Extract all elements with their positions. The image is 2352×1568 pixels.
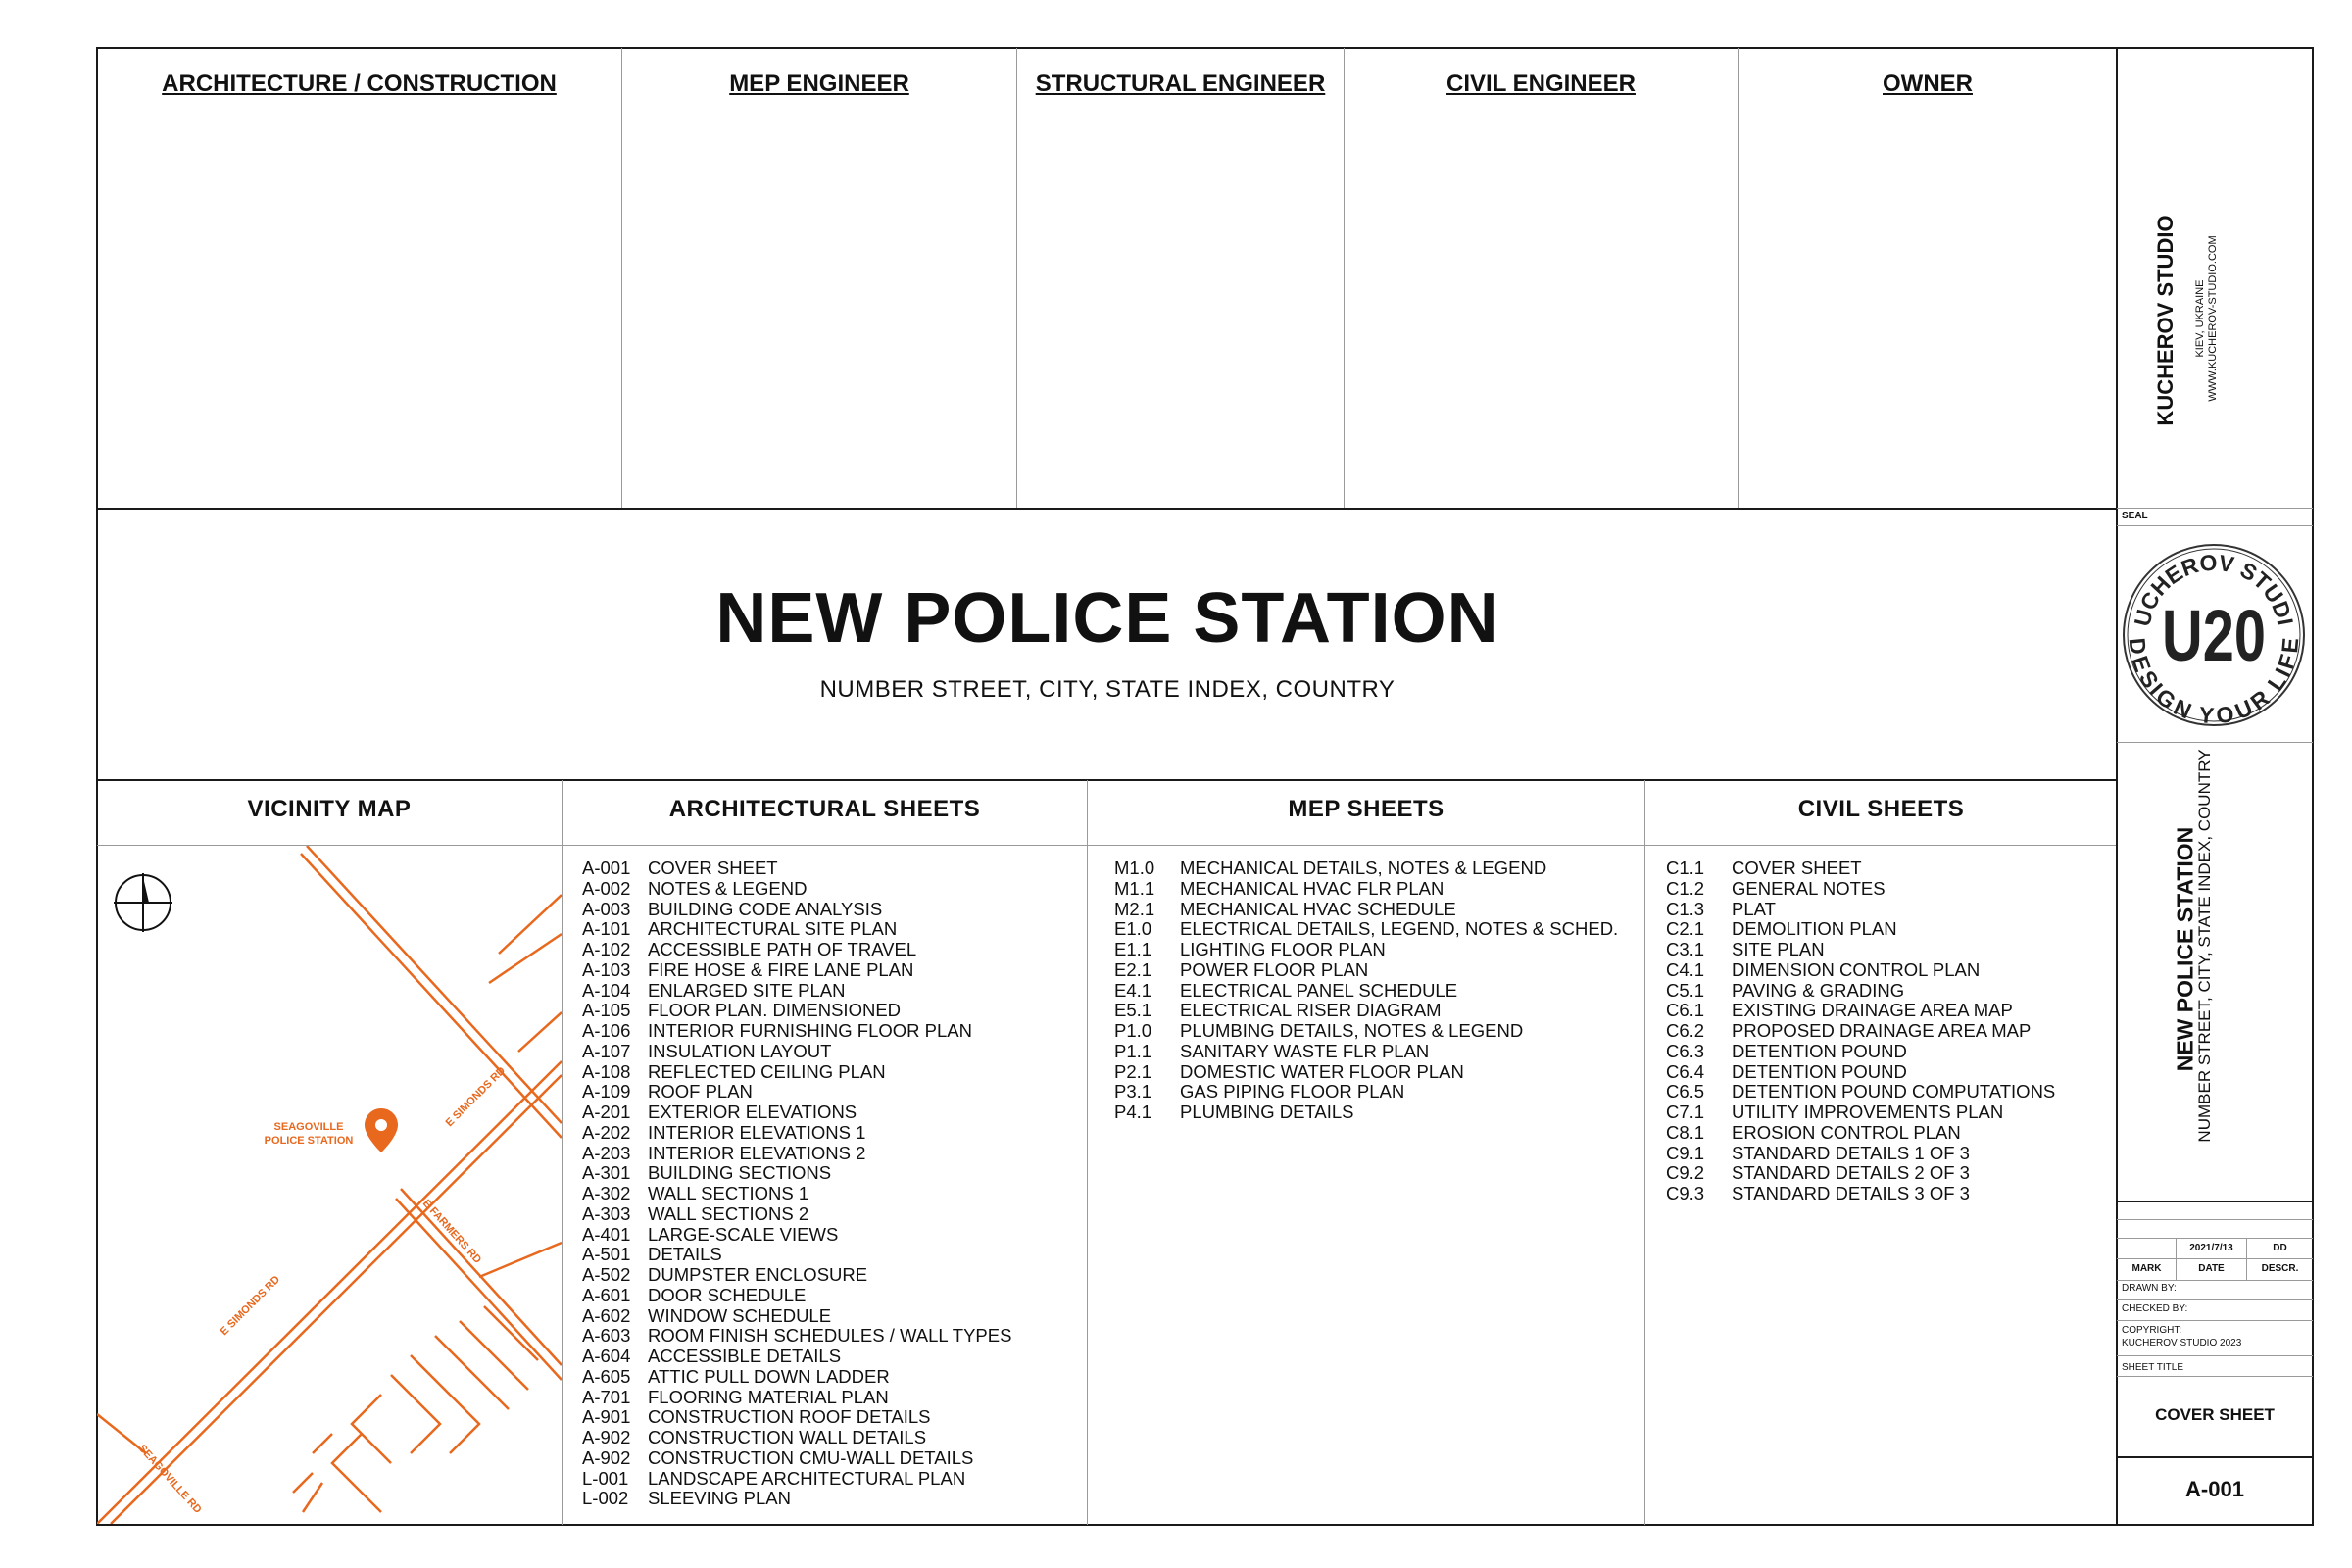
sheet-code: A-103 [582, 958, 631, 980]
sheet-title-text: WALL SECTIONS 2 [648, 1202, 809, 1224]
sheet-code: A-003 [582, 898, 631, 919]
sheet-list-item [1666, 1082, 2055, 1102]
architectural-sheets-heading: ARCHITECTURAL SHEETS [668, 796, 981, 822]
vicinity-map-graphic [97, 846, 562, 1524]
sheet-list-item [1666, 1042, 2055, 1062]
seal-top-text: UCHEROV STUDI [2129, 549, 2299, 629]
sheet-code: C6.4 [1666, 1060, 1705, 1082]
sheet-code: P4.1 [1114, 1102, 1152, 1122]
sheet-list-item [582, 1163, 1011, 1184]
sheet-code: L-001 [582, 1467, 629, 1489]
sheet-code: C9.3 [1666, 1183, 1705, 1203]
consultant-architecture: ARCHITECTURE / CONSTRUCTION [162, 71, 557, 97]
sheet-code: A-303 [582, 1202, 631, 1224]
sheet-title-text: PAVING & GRADING [1732, 979, 1905, 1001]
sheet-list-item [1666, 1001, 2055, 1021]
sheet-list-item [582, 1184, 1011, 1204]
civil-sheet-list [1666, 858, 2055, 1204]
sheet-title-text: SLEEVING PLAN [648, 1488, 792, 1509]
street-label: E FARMERS RD [419, 1197, 484, 1266]
sheet-code: P1.0 [1114, 1020, 1152, 1041]
sheet-list-item [582, 1448, 1011, 1469]
sheet-title-text: LANDSCAPE ARCHITECTURAL PLAN [648, 1467, 966, 1489]
sheet-title-text: LIGHTING FLOOR PLAN [1180, 939, 1386, 959]
consultants-divider [96, 508, 2117, 510]
sheet-list-item [1114, 1001, 1618, 1021]
sheet-title-label: SHEET TITLE [2122, 1362, 2183, 1373]
sheet-list-item [1666, 960, 2055, 981]
sheet-title-text: ROOF PLAN [648, 1081, 753, 1102]
sheet-list-item [1114, 919, 1618, 940]
sheet-code: E5.1 [1114, 1000, 1152, 1021]
sheet-code: A-605 [582, 1365, 631, 1387]
sheet-code: C3.1 [1666, 939, 1705, 959]
sheet-code: A-102 [582, 939, 631, 959]
sheet-list-item [1666, 1144, 2055, 1164]
sheet-title-text: EROSION CONTROL PLAN [1732, 1121, 1961, 1143]
sheet-code: A-109 [582, 1081, 631, 1102]
sheet-title-text: ELECTRICAL DETAILS, LEGEND, NOTES & SCHED. [1180, 918, 1619, 940]
seal-bottom-text: DESIGN YOUR LIFE [2124, 636, 2304, 729]
sheet-list-item [582, 1021, 1011, 1042]
sheet-list-item [1666, 919, 2055, 940]
sheet-title-text: DOOR SCHEDULE [648, 1284, 807, 1305]
sheet-title-text: ELECTRICAL RISER DIAGRAM [1180, 1000, 1442, 1021]
sheet-title-text: EXTERIOR ELEVATIONS [648, 1102, 858, 1122]
tb-rule [2117, 1355, 2313, 1356]
vicinity-map [97, 846, 562, 1524]
sheet-title: COVER SHEET [2155, 1405, 2275, 1424]
sheet-code: A-901 [582, 1406, 631, 1428]
checked-by: CHECKED BY: [2122, 1303, 2188, 1314]
section-divider [1644, 780, 1645, 1525]
sheet-code: C1.2 [1666, 877, 1705, 899]
sheet-title-text: CONSTRUCTION CMU-WALL DETAILS [648, 1446, 974, 1468]
street-label: E SIMONDS RD [443, 1064, 509, 1130]
tb-rule [2117, 1219, 2313, 1220]
sheet-list-item [1114, 981, 1618, 1002]
sheet-title-text: EXISTING DRAINAGE AREA MAP [1732, 1000, 2013, 1021]
sheet-title-text: SITE PLAN [1732, 939, 1825, 959]
consultant-mep: MEP ENGINEER [729, 71, 909, 97]
consultant-divider [1016, 48, 1017, 508]
sheet-code: A-201 [582, 1102, 631, 1122]
consultant-divider [1738, 48, 1739, 508]
street-labels [136, 1065, 508, 1516]
sheet-list-item [582, 1123, 1011, 1144]
sheet-list-item [582, 900, 1011, 920]
rev-date: 2021/7/13 [2189, 1243, 2233, 1253]
tb-rule [2117, 1200, 2313, 1202]
firm-city: KIEV, UKRAINE [2194, 279, 2206, 358]
sheet-code: C6.5 [1666, 1081, 1705, 1102]
sheet-code: M2.1 [1114, 898, 1155, 919]
sheet-code: P3.1 [1114, 1081, 1152, 1102]
marker-label-line1: SEAGOVILLE [273, 1121, 344, 1133]
sheet-title-text: DETAILS [648, 1244, 722, 1265]
tb-rule [2117, 1238, 2313, 1239]
sheet-title-text: ACCESSIBLE DETAILS [648, 1346, 842, 1366]
consultant-owner: OWNER [1883, 71, 1973, 97]
sheet-code: A-203 [582, 1142, 631, 1163]
sheet-code: A-301 [582, 1162, 631, 1184]
sheet-title-text: PLUMBING DETAILS, NOTES & LEGEND [1180, 1020, 1524, 1041]
mep-sheets-heading: MEP SHEETS [1288, 796, 1445, 822]
firm-web: WWW.KUCHEROV-STUDIO.COM [2207, 235, 2219, 402]
sheet-list-item [1114, 1102, 1618, 1123]
north-arrow-icon [114, 873, 172, 932]
project-address: NUMBER STREET, CITY, STATE INDEX, COUNTRY [819, 676, 1396, 703]
sheet-list-item [1666, 1102, 2055, 1123]
tb-rule [2117, 1299, 2313, 1300]
sheet-code: C7.1 [1666, 1102, 1705, 1122]
sheet-list-item [582, 1265, 1011, 1286]
sheet-title-text: DOMESTIC WATER FLOOR PLAN [1180, 1060, 1464, 1082]
sheet-code: P2.1 [1114, 1060, 1152, 1082]
rev-header-date: DATE [2198, 1263, 2225, 1274]
sheet-list-item [582, 940, 1011, 960]
sheet-list-item [1666, 900, 2055, 920]
sheet-list-item [582, 1388, 1011, 1408]
sheet-list-item [1666, 981, 2055, 1002]
tb-divider [2117, 742, 2313, 743]
section-divider [1087, 780, 1088, 1525]
tb-divider [2117, 508, 2313, 509]
sheet-title-text: NOTES & LEGEND [648, 877, 808, 899]
sheet-title-text: STANDARD DETAILS 1 OF 3 [1732, 1142, 1970, 1163]
sheet-code: A-701 [582, 1386, 631, 1407]
sheet-list-item [1114, 1082, 1618, 1102]
sheet-title-text: LARGE-SCALE VIEWS [648, 1223, 839, 1245]
rev-header-mark: MARK [2132, 1263, 2162, 1274]
tb-rule [2117, 1456, 2313, 1458]
sheet-code: C8.1 [1666, 1121, 1705, 1143]
sheet-list-item [582, 981, 1011, 1002]
roads [97, 846, 562, 1524]
consultant-structural: STRUCTURAL ENGINEER [1035, 71, 1326, 97]
street-label: E SIMONDS RD [218, 1273, 283, 1339]
sheet-title-text: PLUMBING DETAILS [1180, 1102, 1354, 1122]
copyright-label: COPYRIGHT: [2122, 1325, 2182, 1336]
location-pin-icon [365, 1108, 398, 1152]
sheet-code: A-002 [582, 877, 631, 899]
sheet-code: A-105 [582, 1000, 631, 1021]
sheet-code: M1.0 [1114, 858, 1155, 878]
sheet-title-text: INSULATION LAYOUT [648, 1040, 832, 1061]
marker-label-line2: POLICE STATION [264, 1135, 354, 1147]
seal-center: U20 [2162, 596, 2266, 677]
sheet-title-text: DEMOLITION PLAN [1732, 918, 1897, 940]
architectural-sheet-list [582, 858, 1011, 1509]
sheet-title-text: COVER SHEET [1732, 858, 1862, 878]
sheet-list-item [582, 1489, 1011, 1509]
sheet-code: E4.1 [1114, 979, 1152, 1001]
copyright-value: KUCHEROV STUDIO 2023 [2122, 1338, 2242, 1348]
sheet-number: A-001 [2185, 1477, 2244, 1501]
sheet-code: A-501 [582, 1244, 631, 1265]
tb-project-address: NUMBER STREET, CITY, STATE INDEX, COUNTRY [2195, 749, 2214, 1143]
sheet-list-item [582, 1225, 1011, 1246]
project-title: NEW POLICE STATION [715, 579, 1499, 658]
sheet-title-text: ENLARGED SITE PLAN [648, 979, 846, 1001]
sheet-title-text: CONSTRUCTION WALL DETAILS [648, 1427, 927, 1447]
sheet-list-item [582, 1407, 1011, 1428]
sheet-code: A-106 [582, 1020, 631, 1041]
sheet-title-text: BUILDING SECTIONS [648, 1162, 832, 1184]
sheet-title-text: DETENTION POUND [1732, 1040, 1907, 1061]
sheet-title-text: ELECTRICAL PANEL SCHEDULE [1180, 979, 1458, 1001]
sheet-code: E1.0 [1114, 918, 1152, 940]
sheet-code: A-302 [582, 1183, 631, 1203]
sheet-code: C5.1 [1666, 979, 1705, 1001]
sheet-list-item [582, 1428, 1011, 1448]
sheet-code: C6.3 [1666, 1040, 1705, 1061]
sheet-list-item [1114, 960, 1618, 981]
sheet-list-item [582, 1306, 1011, 1327]
sheet-list-item [582, 960, 1011, 981]
sheet-list-item [582, 1245, 1011, 1265]
sheet-list-item [1666, 858, 2055, 879]
sheet-title-text: ACCESSIBLE PATH OF TRAVEL [648, 939, 917, 959]
sheet-list-item [1114, 858, 1618, 879]
sheet-title-text: INTERIOR ELEVATIONS 1 [648, 1121, 866, 1143]
sheet-code: C9.2 [1666, 1162, 1705, 1184]
sheet-list-item [582, 1144, 1011, 1164]
project-divider [96, 779, 2117, 781]
consultant-divider [621, 48, 622, 508]
sheet-list-item [1666, 879, 2055, 900]
tb-rule [2117, 1376, 2313, 1377]
sheet-title-text: SANITARY WASTE FLR PLAN [1180, 1040, 1430, 1061]
sheet-code: C6.1 [1666, 1000, 1705, 1021]
sheet-title-text: WINDOW SCHEDULE [648, 1304, 832, 1326]
sheet-code: A-001 [582, 858, 631, 878]
sheet-title-text: ATTIC PULL DOWN LADDER [648, 1365, 890, 1387]
sheet-list-item [582, 1204, 1011, 1225]
sheet-list-item [1114, 1021, 1618, 1042]
sheet-code: A-603 [582, 1325, 631, 1347]
sheet-code: A-104 [582, 979, 631, 1001]
rev-descr: DD [2273, 1243, 2287, 1253]
sheet-list-item [582, 1367, 1011, 1388]
sheet-title-text: MECHANICAL DETAILS, NOTES & LEGEND [1180, 858, 1547, 878]
sheet-title-text: DIMENSION CONTROL PLAN [1732, 958, 1981, 980]
sheet-title-text: INTERIOR FURNISHING FLOOR PLAN [648, 1020, 972, 1041]
sheet-code: C2.1 [1666, 918, 1705, 940]
sheet-list-item [582, 1326, 1011, 1347]
sheet-title-text: FIRE HOSE & FIRE LANE PLAN [648, 958, 914, 980]
sheet-title-text: GAS PIPING FLOOR PLAN [1180, 1081, 1405, 1102]
section-divider [562, 780, 563, 1525]
sheet-code: A-602 [582, 1304, 631, 1326]
sheet-code: C4.1 [1666, 958, 1705, 980]
drawn-by: DRAWN BY: [2122, 1283, 2177, 1294]
sheet-list-item [1114, 1062, 1618, 1083]
rev-header-descr: DESCR. [2261, 1263, 2299, 1274]
sheet-code: A-202 [582, 1121, 631, 1143]
sheet-title-text: ROOM FINISH SCHEDULES / WALL TYPES [648, 1325, 1012, 1347]
firm-name: KUCHEROV STUDIO [2153, 215, 2178, 426]
sheet-code: A-604 [582, 1346, 631, 1366]
sheet-list-item [1666, 940, 2055, 960]
sheet-code: A-401 [582, 1223, 631, 1245]
sheet-code: P1.1 [1114, 1040, 1152, 1061]
sheet-title-text: STANDARD DETAILS 3 OF 3 [1732, 1183, 1970, 1203]
sheet-title-text: ARCHITECTURAL SITE PLAN [648, 918, 898, 940]
sheet-list-item [582, 1286, 1011, 1306]
sheet-code: A-601 [582, 1284, 631, 1305]
sheet-code: A-902 [582, 1446, 631, 1468]
sheet-list-item [1666, 1123, 2055, 1144]
sheet-list-item [1114, 879, 1618, 900]
sheet-list-item [1114, 940, 1618, 960]
sheet-code: C6.2 [1666, 1020, 1705, 1041]
sheet-list-item [582, 1001, 1011, 1021]
seal-label: SEAL [2122, 511, 2148, 521]
sheet-code: M1.1 [1114, 877, 1155, 899]
tb-divider [2117, 525, 2313, 526]
tb-rule [2117, 1280, 2313, 1281]
sheet-list-item [582, 1082, 1011, 1102]
sheet-title-text: BUILDING CODE ANALYSIS [648, 898, 883, 919]
sheet-title-text: REFLECTED CEILING PLAN [648, 1060, 886, 1082]
sheet-code: C9.1 [1666, 1142, 1705, 1163]
sheet-code: E1.1 [1114, 939, 1152, 959]
sheet-title-text: GENERAL NOTES [1732, 877, 1886, 899]
sheet-title-text: PLAT [1732, 898, 1776, 919]
sheet-list-item [1666, 1184, 2055, 1204]
seal-logo [2120, 541, 2308, 729]
sheet-title-text: PROPOSED DRAINAGE AREA MAP [1732, 1020, 2032, 1041]
tb-rule [2117, 1320, 2313, 1321]
civil-sheets-heading: CIVIL SHEETS [1797, 796, 1965, 822]
sheet-title-text: DETENTION POUND COMPUTATIONS [1732, 1081, 2056, 1102]
sheet-list-item [582, 879, 1011, 900]
sheet-title-text: FLOORING MATERIAL PLAN [648, 1386, 889, 1407]
sheet-code: L-002 [582, 1488, 629, 1509]
sheet-code: E2.1 [1114, 958, 1152, 980]
sheet-code: A-101 [582, 918, 631, 940]
sheet-list-item [582, 919, 1011, 940]
sheet-title-text: POWER FLOOR PLAN [1180, 958, 1369, 980]
sheet-list-item [1114, 900, 1618, 920]
sheet-code: C1.1 [1666, 858, 1705, 878]
sheet-title-text: WALL SECTIONS 1 [648, 1183, 809, 1203]
street-label: SEAGOVILLE RD [135, 1442, 204, 1516]
sheet-list-item [1666, 1062, 2055, 1083]
sheet-list-item [582, 1102, 1011, 1123]
vicinity-map-heading: VICINITY MAP [247, 796, 412, 822]
sheet-list-item [1666, 1163, 2055, 1184]
sheet-code: A-502 [582, 1264, 631, 1285]
sheet-list-item [1114, 1042, 1618, 1062]
tb-rule [2117, 1258, 2313, 1259]
sheet-list-item [582, 858, 1011, 879]
sheet-title-text: COVER SHEET [648, 858, 778, 878]
sheet-title-text: FLOOR PLAN. DIMENSIONED [648, 1000, 902, 1021]
sheet-code: A-902 [582, 1427, 631, 1447]
sheet-code: A-107 [582, 1040, 631, 1061]
consultant-divider [1344, 48, 1345, 508]
sheet-title-text: DUMPSTER ENCLOSURE [648, 1264, 868, 1285]
sheet-list-item [1666, 1021, 2055, 1042]
sheet-list-item [582, 1469, 1011, 1490]
tb-project-title: NEW POLICE STATION [2172, 826, 2198, 1072]
sheet-title-text: STANDARD DETAILS 2 OF 3 [1732, 1162, 1970, 1184]
sheet-title-text: DETENTION POUND [1732, 1060, 1907, 1082]
sheet-title-text: INTERIOR ELEVATIONS 2 [648, 1142, 866, 1163]
sheet-code: A-108 [582, 1060, 631, 1082]
consultant-civil: CIVIL ENGINEER [1446, 71, 1636, 97]
sheet-title-text: UTILITY IMPROVEMENTS PLAN [1732, 1102, 2004, 1122]
sheet-title-text: CONSTRUCTION ROOF DETAILS [648, 1406, 931, 1428]
mep-sheet-list [1114, 858, 1618, 1123]
sheet-list-item [582, 1062, 1011, 1083]
sheet-list-item [582, 1042, 1011, 1062]
sheet-title-text: MECHANICAL HVAC FLR PLAN [1180, 877, 1445, 899]
sheet-list-item [582, 1347, 1011, 1367]
sheet-title-text: MECHANICAL HVAC SCHEDULE [1180, 898, 1456, 919]
sheet-code: C1.3 [1666, 898, 1705, 919]
